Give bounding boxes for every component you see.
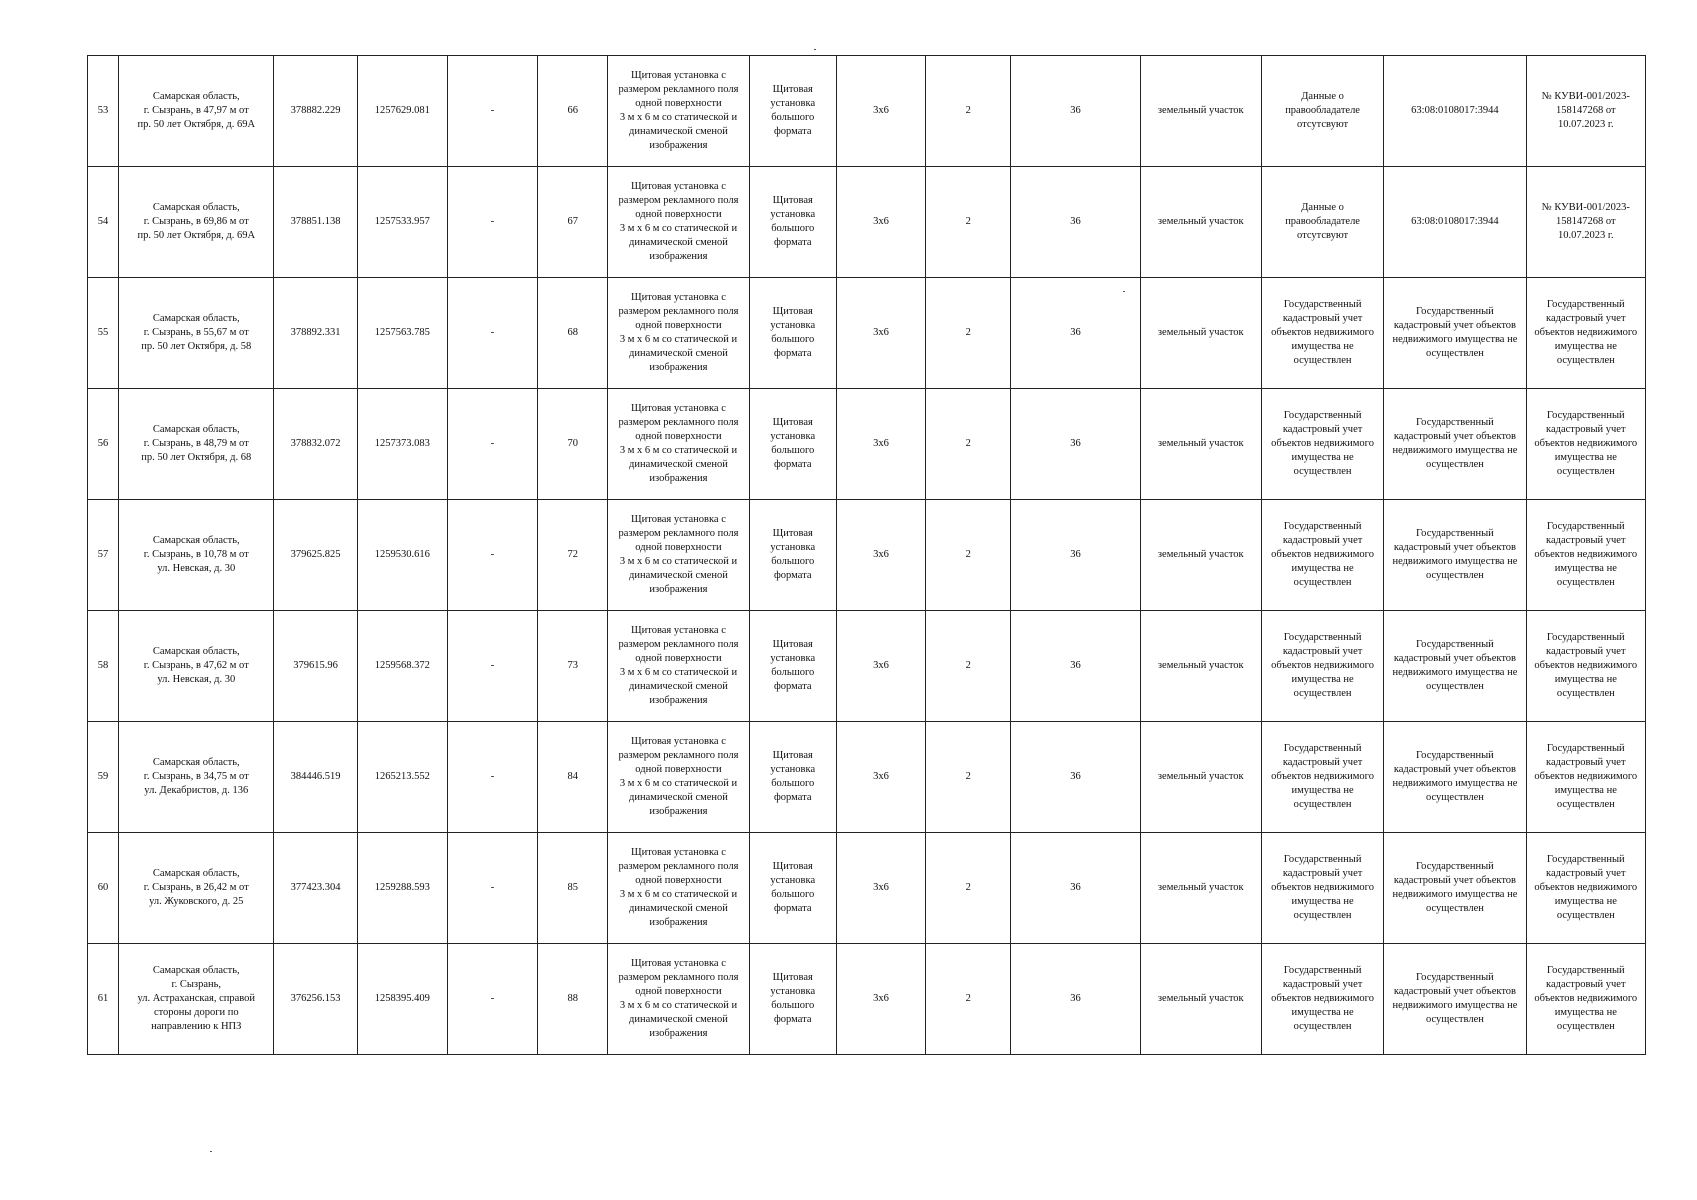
cell-land-category: земельный участок [1140,944,1261,1055]
cell-coord-x: 379625.825 [274,500,357,611]
cell-description: Щитовая установка с размером рекламного поля одной поверхности 3 м х 6 м со статической и динамической сменой изображения [608,389,749,500]
cell-structure-type: Щитовая установка большого формата [749,278,836,389]
advertising-structures-table [87,55,1646,1055]
cell-area: 36 [1011,389,1140,500]
cell-structure-id: 73 [538,611,608,722]
table-row [88,278,1646,389]
cell-coord-x: 378832.072 [274,389,357,500]
cell-cadastral-number: 63:08:0108017:3944 [1384,167,1526,278]
table-row [88,56,1646,167]
cell-structure-id: 88 [538,944,608,1055]
cell-area: 36 [1011,167,1140,278]
cell-size: 3х6 [836,500,925,611]
cell-description: Щитовая установка с размером рекламного поля одной поверхности 3 м х 6 м со статической и динамической сменой изображения [608,944,749,1055]
cell-address: Самарская область, г. Сызрань, в 26,42 м от ул. Жуковского, д. 25 [119,833,274,944]
cell-dash: - [447,944,537,1055]
cell-structure-type: Щитовая установка большого формата [749,56,836,167]
cell-cadastral-number: Государственный кадастровый учет объектов недвижимого имущества не осуществлен [1384,278,1526,389]
cell-owner: Государственный кадастровый учет объектов недвижимого имущества не осуществлен [1261,944,1383,1055]
cell-row-number: 57 [88,500,119,611]
cell-coord-y: 1265213.552 [357,722,447,833]
cell-land-category: земельный участок [1140,278,1261,389]
cell-cadastral-number: Государственный кадастровый учет объектов недвижимого имущества не осуществлен [1384,389,1526,500]
cell-structure-id: 67 [538,167,608,278]
cell-land-category: земельный участок [1140,389,1261,500]
cell-coord-x: 379615.96 [274,611,357,722]
cell-dash: - [447,833,537,944]
cell-size: 3х6 [836,389,925,500]
cell-address: Самарская область, г. Сызрань, ул. Астраханская, справой стороны дороги по направлению к НПЗ [119,944,274,1055]
cell-description: Щитовая установка с размером рекламного поля одной поверхности 3 м х 6 м со статической и динамической сменой изображения [608,611,749,722]
cell-owner: Данные о правообладателе отсутсвуют [1261,167,1383,278]
cell-dash: - [447,722,537,833]
cell-structure-id: 68 [538,278,608,389]
cell-owner: Государственный кадастровый учет объектов недвижимого имущества не осуществлен [1261,278,1383,389]
cell-owner: Государственный кадастровый учет объектов недвижимого имущества не осуществлен [1261,611,1383,722]
cell-description: Щитовая установка с размером рекламного поля одной поверхности 3 м х 6 м со статической и динамической сменой изображения [608,167,749,278]
cell-size: 3х6 [836,611,925,722]
cell-record: Государственный кадастровый учет объектов недвижимого имущества не осуществлен [1526,611,1645,722]
cell-sides: 2 [926,389,1011,500]
cell-structure-type: Щитовая установка большого формата [749,722,836,833]
cell-record: Государственный кадастровый учет объектов недвижимого имущества не осуществлен [1526,944,1645,1055]
cell-coord-y: 1258395.409 [357,944,447,1055]
scan-speck [1123,291,1125,292]
table-row [88,833,1646,944]
cell-size: 3х6 [836,944,925,1055]
cell-sides: 2 [926,56,1011,167]
table-row [88,722,1646,833]
cell-area: 36 [1011,278,1140,389]
cell-coord-x: 377423.304 [274,833,357,944]
cell-area: 36 [1011,611,1140,722]
cell-row-number: 55 [88,278,119,389]
cell-coord-y: 1259530.616 [357,500,447,611]
cell-size: 3х6 [836,722,925,833]
cell-owner: Государственный кадастровый учет объектов недвижимого имущества не осуществлен [1261,722,1383,833]
cell-sides: 2 [926,611,1011,722]
cell-dash: - [447,56,537,167]
cell-structure-id: 85 [538,833,608,944]
cell-coord-x: 376256.153 [274,944,357,1055]
cell-address: Самарская область, г. Сызрань, в 47,97 м от пр. 50 лет Октября, д. 69А [119,56,274,167]
cell-coord-x: 378851.138 [274,167,357,278]
table-row [88,944,1646,1055]
cell-cadastral-number: Государственный кадастровый учет объектов недвижимого имущества не осуществлен [1384,500,1526,611]
cell-sides: 2 [926,722,1011,833]
table-row [88,611,1646,722]
cell-cadastral-number: Государственный кадастровый учет объектов недвижимого имущества не осуществлен [1384,611,1526,722]
cell-dash: - [447,389,537,500]
cell-record: Государственный кадастровый учет объектов недвижимого имущества не осуществлен [1526,389,1645,500]
cell-row-number: 53 [88,56,119,167]
cell-structure-type: Щитовая установка большого формата [749,167,836,278]
cell-record: Государственный кадастровый учет объектов недвижимого имущества не осуществлен [1526,278,1645,389]
cell-land-category: земельный участок [1140,722,1261,833]
cell-description: Щитовая установка с размером рекламного поля одной поверхности 3 м х 6 м со статической и динамической сменой изображения [608,833,749,944]
cell-row-number: 56 [88,389,119,500]
cell-coord-x: 378882.229 [274,56,357,167]
cell-coord-y: 1257629.081 [357,56,447,167]
cell-owner: Государственный кадастровый учет объектов недвижимого имущества не осуществлен [1261,389,1383,500]
cell-record: № КУВИ-001/2023- 158147268 от 10.07.2023 г. [1526,167,1645,278]
cell-structure-id: 84 [538,722,608,833]
cell-coord-x: 384446.519 [274,722,357,833]
cell-cadastral-number: Государственный кадастровый учет объектов недвижимого имущества не осуществлен [1384,722,1526,833]
cell-coord-y: 1259568.372 [357,611,447,722]
cell-sides: 2 [926,278,1011,389]
cell-sides: 2 [926,944,1011,1055]
cell-structure-type: Щитовая установка большого формата [749,389,836,500]
cell-address: Самарская область, г. Сызрань, в 47,62 м от ул. Невская, д. 30 [119,611,274,722]
cell-dash: - [447,167,537,278]
cell-address: Самарская область, г. Сызрань, в 10,78 м от ул. Невская, д. 30 [119,500,274,611]
cell-structure-type: Щитовая установка большого формата [749,500,836,611]
cell-record: Государственный кадастровый учет объектов недвижимого имущества не осуществлен [1526,500,1645,611]
cell-address: Самарская область, г. Сызрань, в 48,79 м от пр. 50 лет Октября, д. 68 [119,389,274,500]
cell-land-category: земельный участок [1140,56,1261,167]
cell-row-number: 60 [88,833,119,944]
cell-cadastral-number: Государственный кадастровый учет объектов недвижимого имущества не осуществлен [1384,944,1526,1055]
cell-coord-y: 1257533.957 [357,167,447,278]
cell-sides: 2 [926,500,1011,611]
cell-sides: 2 [926,833,1011,944]
cell-area: 36 [1011,722,1140,833]
cell-area: 36 [1011,833,1140,944]
cell-area: 36 [1011,944,1140,1055]
cell-cadastral-number: 63:08:0108017:3944 [1384,56,1526,167]
cell-address: Самарская область, г. Сызрань, в 34,75 м от ул. Декабристов, д. 136 [119,722,274,833]
cell-structure-id: 72 [538,500,608,611]
cell-record: Государственный кадастровый учет объектов недвижимого имущества не осуществлен [1526,722,1645,833]
cell-address: Самарская область, г. Сызрань, в 69,86 м от пр. 50 лет Октября, д. 69А [119,167,274,278]
cell-size: 3х6 [836,278,925,389]
cell-description: Щитовая установка с размером рекламного поля одной поверхности 3 м х 6 м со статической и динамической сменой изображения [608,500,749,611]
cell-structure-type: Щитовая установка большого формата [749,611,836,722]
cell-structure-type: Щитовая установка большого формата [749,944,836,1055]
cell-description: Щитовая установка с размером рекламного поля одной поверхности 3 м х 6 м со статической и динамической сменой изображения [608,278,749,389]
cell-coord-y: 1257373.083 [357,389,447,500]
table-body [88,56,1646,1055]
table-row [88,389,1646,500]
cell-row-number: 54 [88,167,119,278]
cell-dash: - [447,500,537,611]
cell-structure-type: Щитовая установка большого формата [749,833,836,944]
scan-speck [210,1151,212,1152]
cell-coord-x: 378892.331 [274,278,357,389]
cell-owner: Государственный кадастровый учет объектов недвижимого имущества не осуществлен [1261,500,1383,611]
cell-owner: Данные о правообладателе отсутсвуют [1261,56,1383,167]
cell-record: № КУВИ-001/2023- 158147268 от 10.07.2023 г. [1526,56,1645,167]
cell-land-category: земельный участок [1140,833,1261,944]
cell-size: 3х6 [836,167,925,278]
cell-size: 3х6 [836,56,925,167]
cell-owner: Государственный кадастровый учет объектов недвижимого имущества не осуществлен [1261,833,1383,944]
cell-area: 36 [1011,56,1140,167]
cell-row-number: 59 [88,722,119,833]
cell-area: 36 [1011,500,1140,611]
cell-land-category: земельный участок [1140,500,1261,611]
cell-structure-id: 70 [538,389,608,500]
cell-record: Государственный кадастровый учет объектов недвижимого имущества не осуществлен [1526,833,1645,944]
cell-dash: - [447,611,537,722]
cell-row-number: 58 [88,611,119,722]
cell-land-category: земельный участок [1140,167,1261,278]
cell-description: Щитовая установка с размером рекламного поля одной поверхности 3 м х 6 м со статической и динамической сменой изображения [608,56,749,167]
cell-cadastral-number: Государственный кадастровый учет объектов недвижимого имущества не осуществлен [1384,833,1526,944]
table-row [88,500,1646,611]
cell-description: Щитовая установка с размером рекламного поля одной поверхности 3 м х 6 м со статической и динамической сменой изображения [608,722,749,833]
cell-structure-id: 66 [538,56,608,167]
cell-coord-y: 1257563.785 [357,278,447,389]
cell-coord-y: 1259288.593 [357,833,447,944]
scan-speck [814,49,816,50]
cell-sides: 2 [926,167,1011,278]
table-row [88,167,1646,278]
cell-dash: - [447,278,537,389]
cell-land-category: земельный участок [1140,611,1261,722]
cell-row-number: 61 [88,944,119,1055]
cell-address: Самарская область, г. Сызрань, в 55,67 м от пр. 50 лет Октября, д. 58 [119,278,274,389]
cell-size: 3х6 [836,833,925,944]
